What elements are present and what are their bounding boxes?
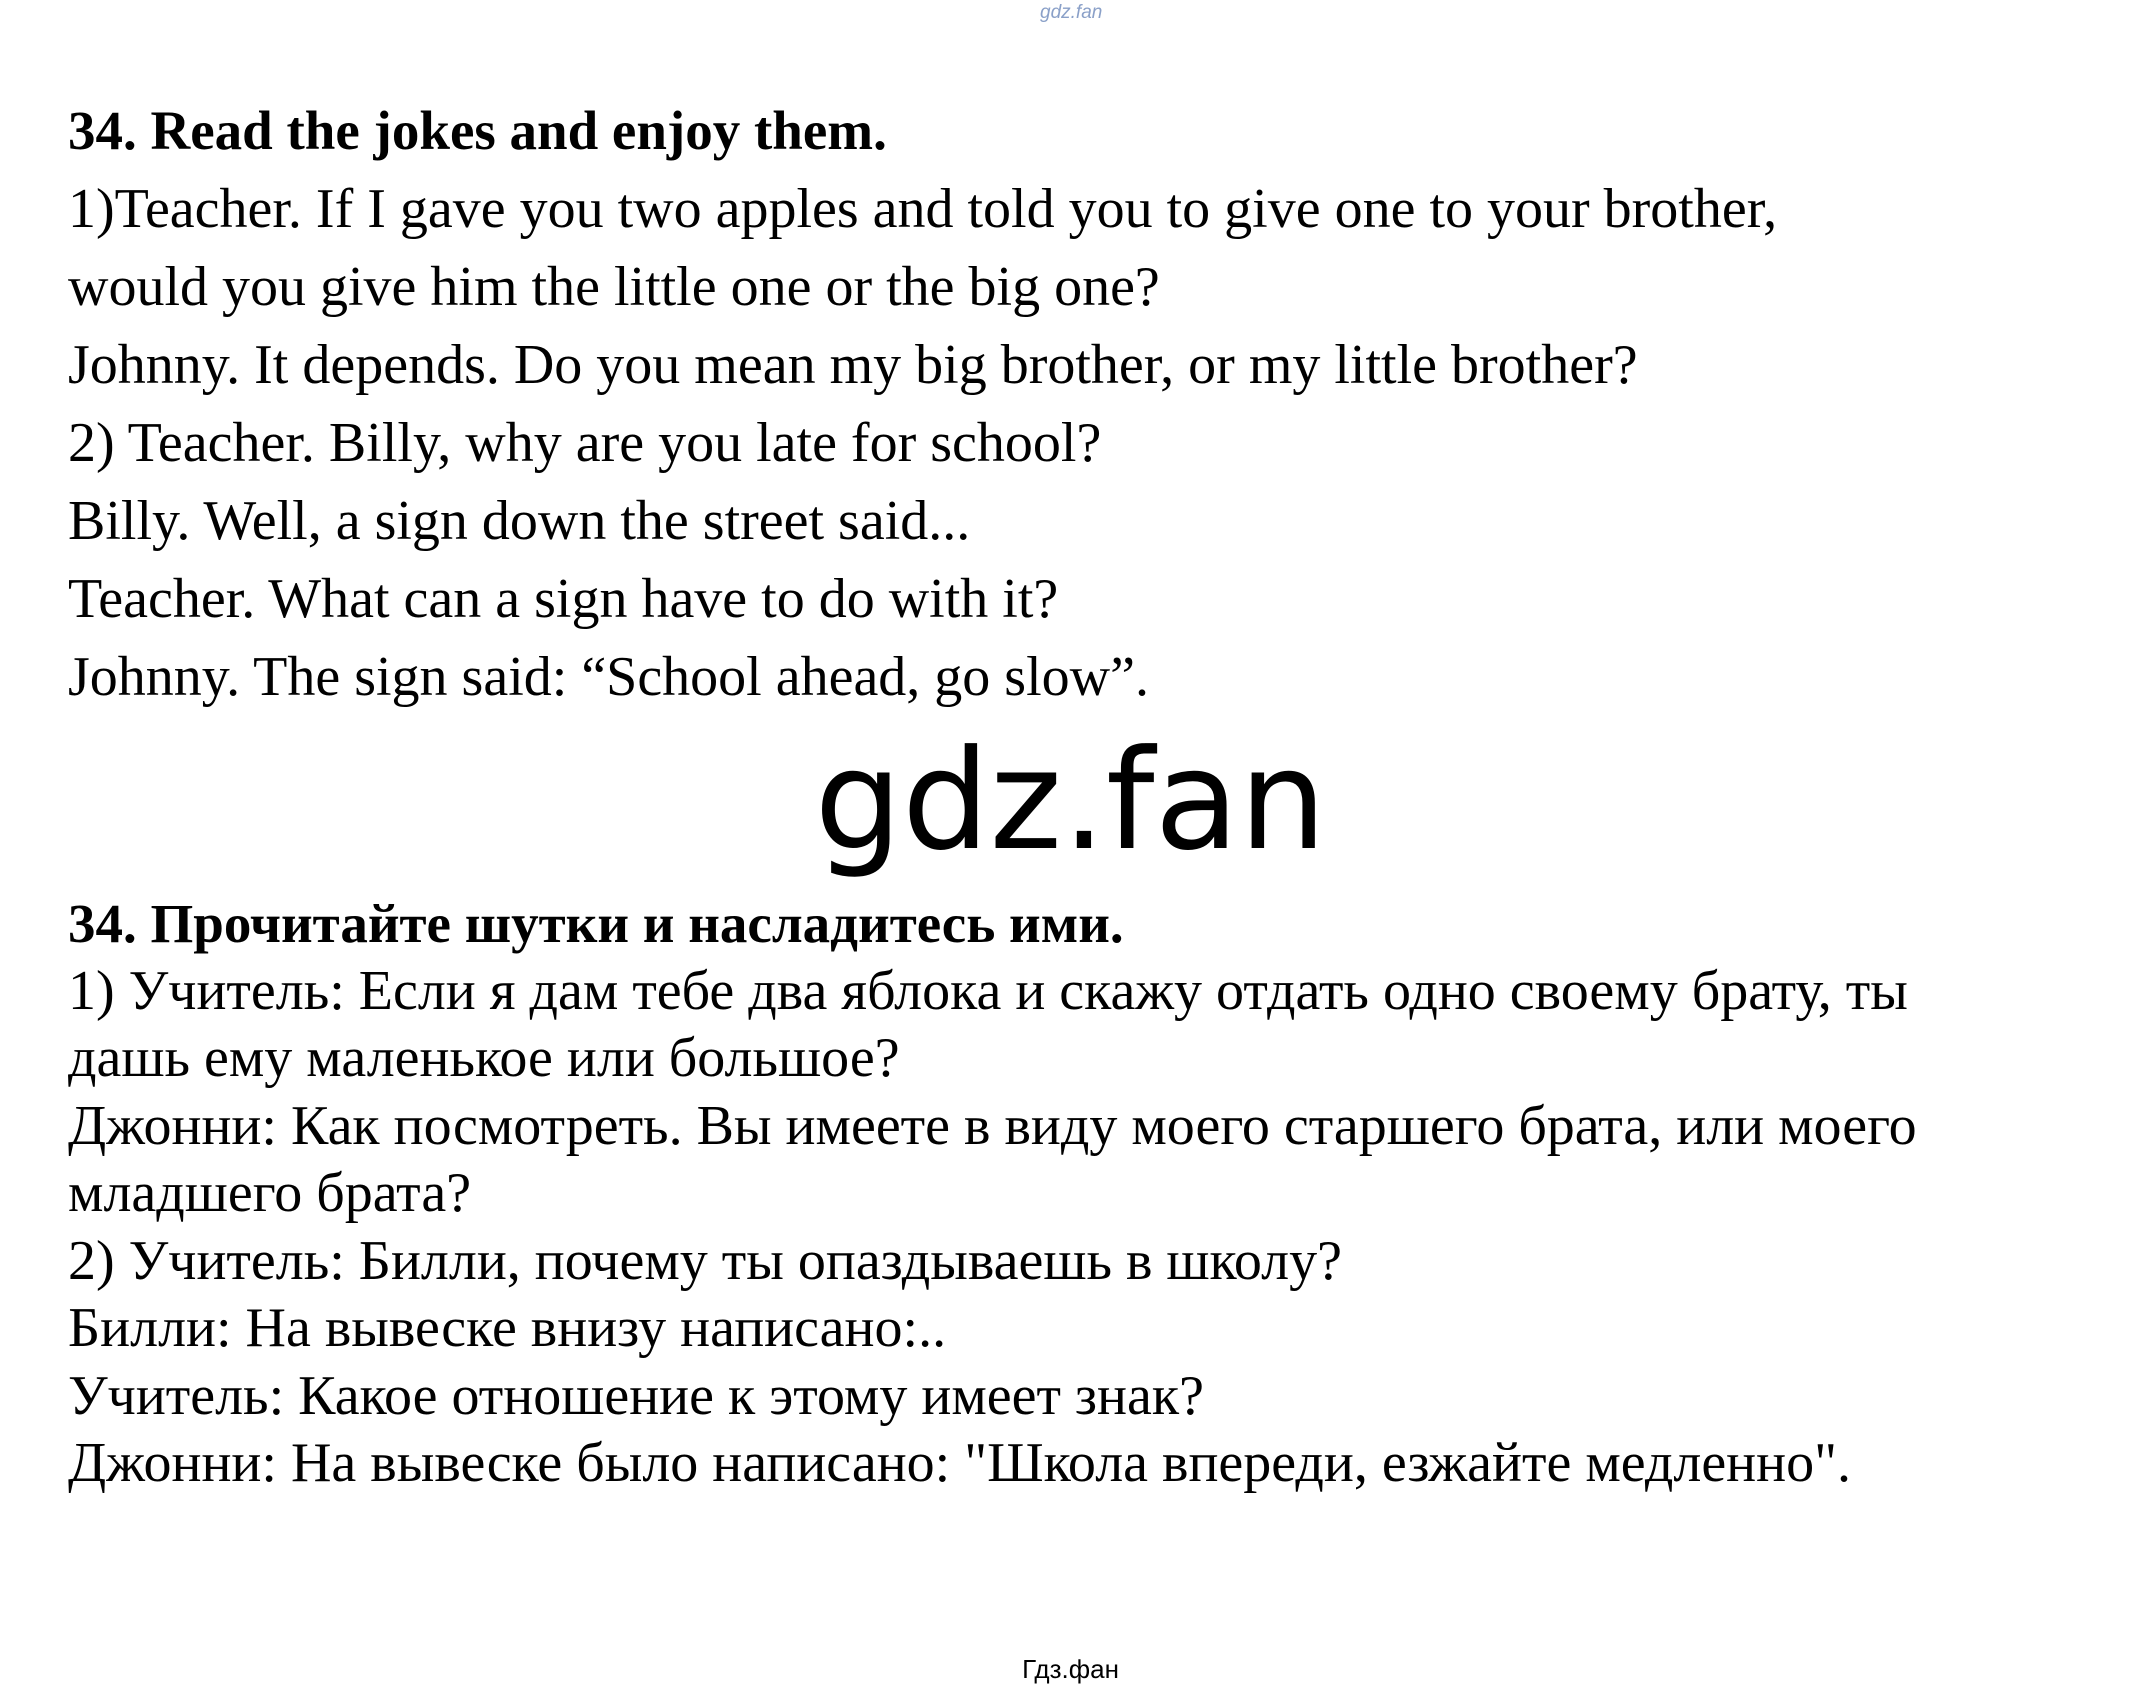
russian-line: Билли: На вывеске внизу написано:.. xyxy=(68,1297,947,1359)
english-heading: 34. Read the jokes and enjoy them. xyxy=(68,100,887,161)
english-line: Billy. Well, a sign down the street said... xyxy=(68,490,971,552)
document-page xyxy=(68,92,2088,1498)
english-line: Johnny. The sign said: “School ahead, go slow”. xyxy=(68,646,1149,708)
russian-line: 2) Учитель: Билли, почему ты опаздываешь в школу? xyxy=(68,1229,1342,1292)
english-line: Teacher. What can a sign have to do with it? xyxy=(68,568,1059,630)
russian-line: 1) Учитель: Если я дам тебе два яблока и скажу отдать одно своему брату, ты xyxy=(68,959,1908,1022)
russian-line: дашь ему маленькое или большое? xyxy=(68,1027,900,1089)
bottom-watermark: Гдз.фан xyxy=(1022,1654,1119,1684)
russian-section xyxy=(68,890,2088,1498)
english-line: Johnny. It depends. Do you mean my big brother, or my little brother? xyxy=(68,334,1638,396)
russian-line: младшего брата? xyxy=(68,1162,472,1224)
top-watermark: gdz.fan xyxy=(1040,2,1103,23)
russian-line: Учитель: Какое отношение к этому имеет знак? xyxy=(68,1364,1204,1427)
center-watermark: gdz.fan xyxy=(814,720,1327,881)
english-line: 1)Teacher. If I gave you two apples and told you to give one to your brother, xyxy=(68,178,1778,240)
english-section xyxy=(68,92,2088,716)
english-line: would you give him the little one or the big one? xyxy=(68,256,1160,318)
russian-line: Джонни: Как посмотреть. Вы имеете в виду моего старшего брата, или моего xyxy=(68,1094,1917,1157)
russian-heading: 34. Прочитайте шутки и насладитесь ими. xyxy=(68,893,1124,954)
english-line: 2) Teacher. Billy, why are you late for school? xyxy=(68,412,1102,474)
russian-line: Джонни: На вывеске было написано: "Школа впереди, езжайте медленно". xyxy=(68,1432,1851,1494)
